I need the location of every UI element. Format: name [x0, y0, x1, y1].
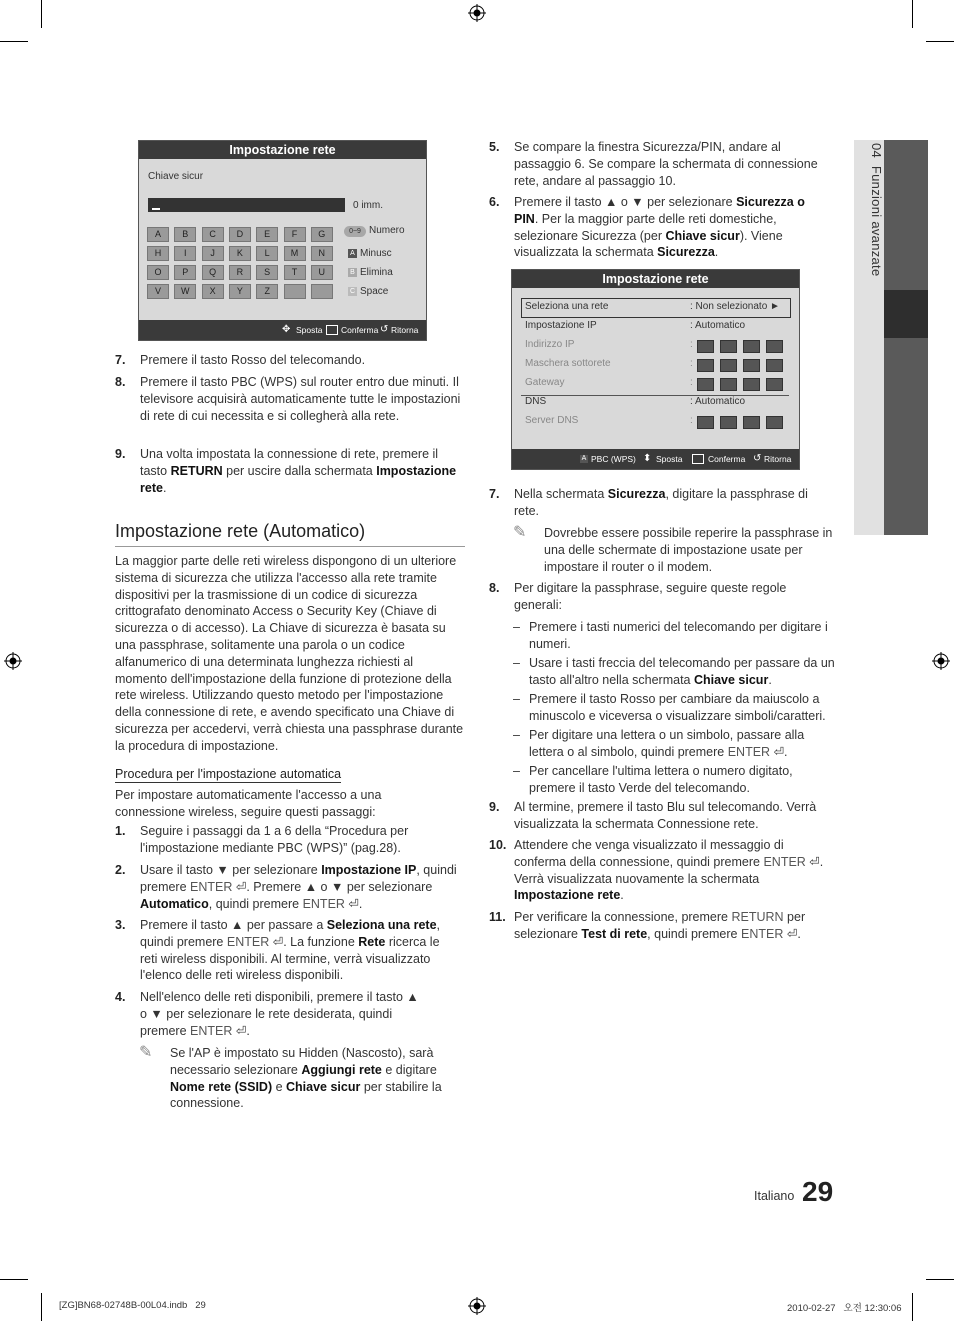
return-icon: ↺ — [753, 453, 762, 464]
keyboard-key[interactable] — [311, 284, 333, 299]
foot-pbc: PBC (WPS) — [591, 454, 636, 464]
registration-mark-icon — [468, 4, 486, 22]
keyboard-key[interactable]: V — [147, 284, 169, 299]
divider — [521, 395, 789, 396]
osd-footer — [512, 449, 799, 469]
osd-title: Impostazione rete — [512, 270, 799, 288]
foot-sposta: Sposta — [296, 325, 323, 335]
osd-keyboard-screen — [138, 140, 427, 341]
red-a-icon: A — [581, 455, 587, 462]
key-field-label: Chiave sicur — [148, 171, 204, 182]
registration-mark-icon — [468, 1297, 486, 1315]
osd-footer — [139, 320, 426, 340]
keyboard-key[interactable]: P — [174, 265, 196, 280]
ip-octet-box — [766, 416, 783, 429]
sub-intro: Per impostare automaticamente l'accesso a una connessione wireless, seguire questi passaggi: — [115, 788, 382, 819]
crop-mark — [0, 41, 28, 42]
elimina-label: Elimina — [360, 267, 393, 278]
chapter-tab-marker — [884, 290, 928, 338]
numero-key: 0~9 — [344, 226, 366, 237]
keyboard-key[interactable]: K — [229, 246, 251, 261]
foot-ritorna: Ritorna — [391, 325, 419, 335]
note-passphrase: Dovrebbe essere possibile reperire la passphrase in una delle schermate di impostazione usate per impostare il router o il modem. — [544, 526, 833, 574]
move-icon: ✥ — [282, 324, 291, 335]
setting-label: Impostazione IP — [525, 320, 597, 331]
registration-mark-icon — [4, 652, 22, 670]
crop-mark — [0, 1279, 28, 1280]
keyboard-key[interactable]: X — [202, 284, 224, 299]
crop-mark — [926, 41, 954, 42]
note-pencil-icon: ✎ — [513, 524, 527, 541]
crop-mark — [41, 0, 42, 28]
keyboard-key[interactable]: G — [311, 227, 333, 242]
keyboard-key[interactable]: L — [256, 246, 278, 261]
keyboard-key[interactable]: I — [174, 246, 196, 261]
yellow-c-icon: C — [349, 288, 356, 295]
keyboard-key[interactable]: H — [147, 246, 169, 261]
ip-octet-box — [697, 416, 714, 429]
minusc-label: Minusc — [360, 248, 392, 259]
ip-octet-box — [766, 340, 783, 353]
print-date: 2010-02-27 오전 12:30:06 — [787, 1303, 902, 1314]
setting-value[interactable]: : — [690, 339, 693, 350]
keyboard-key[interactable]: W — [174, 284, 196, 299]
keyboard-key[interactable]: F — [284, 227, 306, 242]
keyboard-key[interactable]: C — [202, 227, 224, 242]
ip-octet-box — [766, 378, 783, 391]
crop-mark — [926, 1279, 954, 1280]
note-pencil-icon: ✎ — [139, 1044, 153, 1061]
space-label: Space — [360, 286, 389, 297]
key-input[interactable] — [148, 198, 345, 212]
note-hidden-ap: Se l'AP è impostato su Hidden (Nascosto), sarà necessario selezionare Aggiungi rete e digitare Nome rete (SSID) e Chiave sicur per stabilire la connessione. — [170, 1046, 442, 1111]
foot-conferma: Conferma — [341, 325, 379, 335]
return-icon: ↺ — [380, 324, 389, 335]
keyboard-key[interactable]: A — [147, 227, 169, 242]
setting-value[interactable]: : — [690, 415, 693, 426]
crop-mark — [41, 1293, 42, 1321]
page-number: 29 — [802, 1176, 834, 1207]
ip-octet-box — [743, 378, 760, 391]
keyboard-key[interactable]: U — [311, 265, 333, 280]
osd-title: Impostazione rete — [139, 141, 426, 159]
keyboard-key[interactable]: D — [229, 227, 251, 242]
ip-octet-box — [720, 359, 737, 372]
updown-icon: ⬍ — [643, 453, 652, 464]
setting-value[interactable]: : — [690, 377, 693, 388]
setting-value[interactable]: : Automatico — [690, 320, 746, 331]
chapter-title: 04 Funzioni avanzate — [869, 143, 884, 277]
numero-label: Numero — [369, 225, 405, 236]
ip-octet-box — [743, 340, 760, 353]
setting-value[interactable]: : Automatico — [690, 396, 746, 407]
keyboard-key[interactable]: M — [284, 246, 306, 261]
foot-sposta: Sposta — [656, 454, 683, 464]
char-count: 0 imm. — [353, 200, 383, 211]
keyboard-key[interactable]: E — [256, 227, 278, 242]
intro-paragraph: La maggior parte delle reti wireless dispongono di un ulteriore sistema di sicurezza che utilizza l'accesso alla rete tramite dispositivi per la trasmissione di un codice di sicurezza crittografato denominato Access o Security Key (Chiave di sicurezza o di accesso). La Chiave di sicurezza è basata su una passphrase, solitamente una parola o un codice alfanumerico di una determinata lunghezza richiesti al momento dell'impostazione della funzione di protezione della rete wireless. Utilizzando questo metodo per l'impostazione della connessione di rete, e avendo specificato una Chiave di sicurezza per accedervi, verrà chiesta una passphrase durante la procedura di impostazione. — [115, 554, 464, 753]
setting-label: Maschera sottorete — [525, 358, 611, 369]
crop-mark — [912, 0, 913, 28]
crop-mark — [912, 1293, 913, 1321]
red-a-icon: A — [348, 249, 357, 258]
green-b-icon: B — [348, 268, 357, 277]
ip-octet-box — [697, 378, 714, 391]
subheading: Procedura per l'impostazione automatica — [115, 767, 342, 781]
keyboard-key[interactable] — [284, 284, 306, 299]
ip-octet-box — [766, 359, 783, 372]
keyboard-key[interactable]: B — [174, 227, 196, 242]
ip-octet-box — [720, 378, 737, 391]
keyboard-key[interactable]: S — [256, 265, 278, 280]
osd-network-screen — [511, 269, 800, 470]
setting-label: Seleziona una rete — [525, 301, 609, 312]
setting-label: DNS — [525, 396, 547, 407]
ip-octet-box — [697, 359, 714, 372]
enter-icon — [326, 325, 338, 335]
keyboard-key[interactable]: Y — [229, 284, 251, 299]
keyboard-key[interactable]: N — [311, 246, 333, 261]
setting-value[interactable]: : — [690, 358, 693, 369]
keyboard-key[interactable]: T — [284, 265, 306, 280]
foot-ritorna: Ritorna — [764, 454, 792, 464]
ip-octet-box — [743, 416, 760, 429]
ip-octet-box — [720, 416, 737, 429]
setting-label: Gateway — [525, 377, 565, 388]
setting-label: Server DNS — [525, 415, 579, 426]
ip-octet-box — [743, 359, 760, 372]
keyboard-key[interactable]: Q — [202, 265, 224, 280]
keyboard-key[interactable]: Z — [256, 284, 278, 299]
ip-octet-box — [697, 340, 714, 353]
ip-octet-box — [720, 340, 737, 353]
enter-icon — [692, 454, 704, 464]
footer-language: Italiano — [754, 1189, 795, 1203]
setting-label: Indirizzo IP — [525, 339, 575, 350]
setting-value[interactable]: : Non selezionato ► — [690, 301, 780, 312]
keyboard-key[interactable]: O — [147, 265, 169, 280]
keyboard-key[interactable]: R — [229, 265, 251, 280]
file-slug: [ZG]BN68-02748B-00L04.indb 29 — [59, 1300, 206, 1311]
section-heading: Impostazione rete (Automatico) — [115, 521, 465, 547]
registration-mark-icon — [932, 652, 950, 670]
foot-conferma: Conferma — [708, 454, 746, 464]
keyboard-key[interactable]: J — [202, 246, 224, 261]
